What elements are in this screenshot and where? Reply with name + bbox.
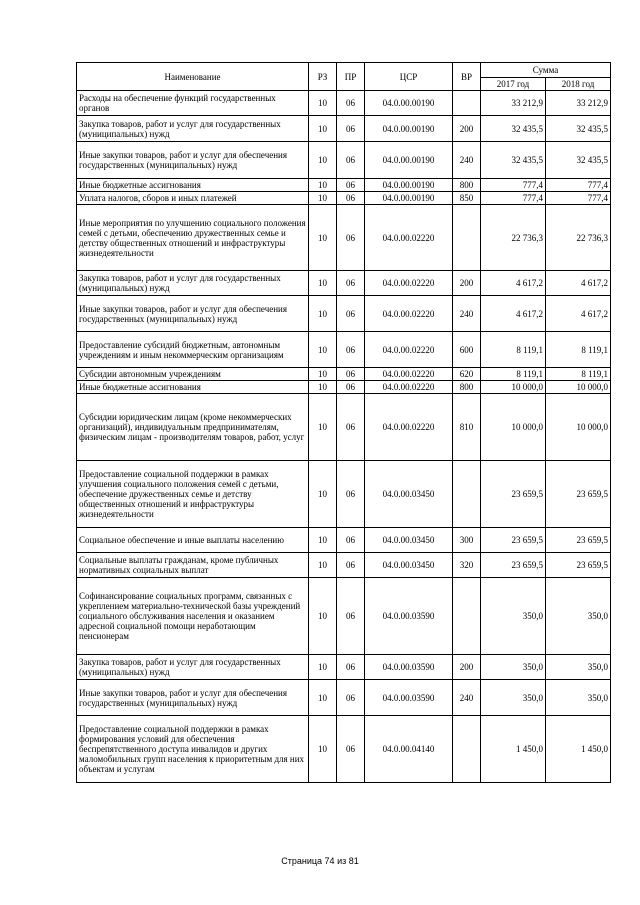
- cell-csr: 04.0.00.00190: [365, 192, 453, 205]
- cell-2018: 4 617,2: [546, 296, 611, 332]
- cell-rz: 10: [309, 368, 337, 381]
- cell-csr: 04.0.00.03450: [365, 461, 453, 528]
- cell-vr: 320: [453, 553, 481, 578]
- cell-csr: 04.0.00.03590: [365, 680, 453, 716]
- cell-2017: 23 659,5: [481, 528, 546, 553]
- cell-name: Предоставление субсидий бюджетным, автономным учреждениям и иным некоммерческим организациям: [77, 332, 309, 368]
- cell-2017: 350,0: [481, 680, 546, 716]
- table-row: [77, 394, 611, 461]
- cell-vr: 200: [453, 116, 481, 142]
- cell-pr: 06: [337, 680, 365, 716]
- cell-pr: 06: [337, 394, 365, 461]
- cell-2018: 10 000,0: [546, 381, 611, 394]
- cell-name: Иные закупки товаров, работ и услуг для обеспечения государственных (муниципальных) нужд: [77, 680, 309, 716]
- cell-vr: 800: [453, 179, 481, 192]
- cell-rz: 10: [309, 271, 337, 296]
- cell-rz: 10: [309, 381, 337, 394]
- cell-csr: 04.0.00.02220: [365, 368, 453, 381]
- table-row: [77, 553, 611, 578]
- cell-rz: 10: [309, 655, 337, 680]
- table-row: [77, 655, 611, 680]
- cell-name: Социальное обеспечение и иные выплаты населению: [77, 528, 309, 553]
- header-csr: ЦСР: [365, 63, 453, 91]
- header-pr: ПР: [337, 63, 365, 91]
- cell-rz: 10: [309, 116, 337, 142]
- cell-name: Расходы на обеспечение функций государственных органов: [77, 91, 309, 116]
- cell-rz: 10: [309, 332, 337, 368]
- cell-pr: 06: [337, 553, 365, 578]
- cell-rz: 10: [309, 142, 337, 179]
- cell-rz: 10: [309, 205, 337, 271]
- cell-csr: 04.0.00.03450: [365, 553, 453, 578]
- table-row: [77, 192, 611, 205]
- table-row: [77, 578, 611, 655]
- cell-pr: 06: [337, 332, 365, 368]
- cell-2018: 23 659,5: [546, 461, 611, 528]
- cell-rz: 10: [309, 528, 337, 553]
- cell-2018: 777,4: [546, 192, 611, 205]
- table-row: [77, 116, 611, 142]
- cell-name: Софинансирование социальных программ, связанных с укреплением материально-технической базы учреждений социального обслуживания населения и оказанием адресной социальной помощи неработающим пенсионерам: [77, 578, 309, 655]
- cell-pr: 06: [337, 271, 365, 296]
- table-row: [77, 680, 611, 716]
- cell-name: Предоставление социальной поддержки в рамках улучшения социального положения семей с детьми, обеспечение дружественных семье и детству общественных отношений и инфраструктуры жизнедеятельности: [77, 461, 309, 528]
- cell-vr: [453, 461, 481, 528]
- cell-name: Иные бюджетные ассигнования: [77, 381, 309, 394]
- table-row: [77, 179, 611, 192]
- cell-vr: [453, 578, 481, 655]
- cell-2018: 23 659,5: [546, 553, 611, 578]
- cell-vr: 200: [453, 271, 481, 296]
- header-rz: РЗ: [309, 63, 337, 91]
- table-row: [77, 368, 611, 381]
- cell-csr: 04.0.00.02220: [365, 205, 453, 271]
- cell-2017: 22 736,3: [481, 205, 546, 271]
- cell-rz: 10: [309, 192, 337, 205]
- cell-csr: 04.0.00.03450: [365, 528, 453, 553]
- cell-vr: 620: [453, 368, 481, 381]
- cell-name: Иные мероприятия по улучшению социального положения семей с детьми, обеспечению дружественных семье и детству общественных отношений и инфраструктуры жизнедеятельности: [77, 205, 309, 271]
- header-vr: ВР: [453, 63, 481, 91]
- cell-rz: 10: [309, 296, 337, 332]
- cell-2018: 350,0: [546, 680, 611, 716]
- cell-2017: 1 450,0: [481, 716, 546, 783]
- table-body: [77, 91, 611, 783]
- cell-csr: 04.0.00.02220: [365, 394, 453, 461]
- table-row: [77, 381, 611, 394]
- cell-name: Иные закупки товаров, работ и услуг для обеспечения государственных (муниципальных) нужд: [77, 296, 309, 332]
- cell-2018: 350,0: [546, 655, 611, 680]
- cell-csr: 04.0.00.00190: [365, 179, 453, 192]
- cell-vr: 240: [453, 142, 481, 179]
- cell-2017: 350,0: [481, 578, 546, 655]
- header-name: Наименование: [77, 63, 309, 91]
- cell-rz: 10: [309, 461, 337, 528]
- cell-pr: 06: [337, 205, 365, 271]
- cell-2017: 32 435,5: [481, 116, 546, 142]
- table-row: [77, 332, 611, 368]
- cell-csr: 04.0.00.00190: [365, 91, 453, 116]
- cell-2018: 32 435,5: [546, 142, 611, 179]
- cell-pr: 06: [337, 381, 365, 394]
- table-row: [77, 142, 611, 179]
- table-row: [77, 296, 611, 332]
- table-row: [77, 716, 611, 783]
- cell-rz: 10: [309, 578, 337, 655]
- cell-pr: 06: [337, 578, 365, 655]
- cell-rz: 10: [309, 680, 337, 716]
- budget-table: [76, 62, 611, 783]
- cell-2017: 350,0: [481, 655, 546, 680]
- table-row: [77, 528, 611, 553]
- header-sum: Сумма: [481, 63, 611, 78]
- cell-name: Субсидии автономным учреждениям: [77, 368, 309, 381]
- cell-pr: 06: [337, 91, 365, 116]
- cell-2017: 10 000,0: [481, 381, 546, 394]
- cell-vr: [453, 716, 481, 783]
- table-row: [77, 461, 611, 528]
- cell-vr: 810: [453, 394, 481, 461]
- cell-2017: 10 000,0: [481, 394, 546, 461]
- cell-pr: 06: [337, 655, 365, 680]
- table-row: [77, 205, 611, 271]
- cell-vr: [453, 91, 481, 116]
- header-2018: 2018 год: [546, 78, 611, 91]
- cell-name: Закупка товаров, работ и услуг для государственных (муниципальных) нужд: [77, 655, 309, 680]
- cell-vr: 240: [453, 680, 481, 716]
- cell-csr: 04.0.00.02220: [365, 332, 453, 368]
- cell-csr: 04.0.00.00190: [365, 142, 453, 179]
- cell-csr: 04.0.00.03590: [365, 578, 453, 655]
- cell-2017: 777,4: [481, 179, 546, 192]
- cell-pr: 06: [337, 528, 365, 553]
- cell-2017: 8 119,1: [481, 332, 546, 368]
- cell-2018: 350,0: [546, 578, 611, 655]
- cell-2018: 23 659,5: [546, 528, 611, 553]
- cell-pr: 06: [337, 296, 365, 332]
- cell-vr: 200: [453, 655, 481, 680]
- cell-rz: 10: [309, 716, 337, 783]
- cell-name: Уплата налогов, сборов и иных платежей: [77, 192, 309, 205]
- cell-name: Закупка товаров, работ и услуг для государственных (муниципальных) нужд: [77, 271, 309, 296]
- cell-2017: 23 659,5: [481, 461, 546, 528]
- cell-vr: 300: [453, 528, 481, 553]
- cell-2018: 4 617,2: [546, 271, 611, 296]
- cell-2018: 10 000,0: [546, 394, 611, 461]
- cell-rz: 10: [309, 394, 337, 461]
- cell-2018: 8 119,1: [546, 368, 611, 381]
- cell-name: Иные закупки товаров, работ и услуг для обеспечения государственных (муниципальных) нужд: [77, 142, 309, 179]
- cell-csr: 04.0.00.02220: [365, 381, 453, 394]
- cell-csr: 04.0.00.02220: [365, 296, 453, 332]
- cell-2017: 4 617,2: [481, 271, 546, 296]
- cell-rz: 10: [309, 179, 337, 192]
- page-number: Страница 74 из 81: [281, 856, 359, 866]
- cell-2017: 23 659,5: [481, 553, 546, 578]
- cell-csr: 04.0.00.03590: [365, 655, 453, 680]
- cell-name: Иные бюджетные ассигнования: [77, 179, 309, 192]
- cell-pr: 06: [337, 142, 365, 179]
- cell-2017: 33 212,9: [481, 91, 546, 116]
- cell-2017: 8 119,1: [481, 368, 546, 381]
- cell-pr: 06: [337, 716, 365, 783]
- cell-name: Закупка товаров, работ и услуг для государственных (муниципальных) нужд: [77, 116, 309, 142]
- cell-rz: 10: [309, 91, 337, 116]
- cell-csr: 04.0.00.02220: [365, 271, 453, 296]
- cell-2018: 1 450,0: [546, 716, 611, 783]
- cell-pr: 06: [337, 461, 365, 528]
- table-row: [77, 271, 611, 296]
- cell-pr: 06: [337, 116, 365, 142]
- cell-name: Предоставление социальной поддержки в рамках формирования условий для обеспечения беспрепятственного доступа инвалидов и других маломобильных групп населения к приоритетным для них объектам и услугам: [77, 716, 309, 783]
- cell-csr: 04.0.00.04140: [365, 716, 453, 783]
- cell-vr: 240: [453, 296, 481, 332]
- cell-2018: 777,4: [546, 179, 611, 192]
- cell-2017: 777,4: [481, 192, 546, 205]
- cell-pr: 06: [337, 192, 365, 205]
- cell-2017: 32 435,5: [481, 142, 546, 179]
- cell-2017: 4 617,2: [481, 296, 546, 332]
- cell-vr: 800: [453, 381, 481, 394]
- cell-name: Субсидии юридическим лицам (кроме некоммерческих организаций), индивидуальным предпринимателям, физическим лицам - производителям товаров, работ, услуг: [77, 394, 309, 461]
- cell-csr: 04.0.00.00190: [365, 116, 453, 142]
- cell-vr: 600: [453, 332, 481, 368]
- cell-vr: 850: [453, 192, 481, 205]
- cell-2018: 8 119,1: [546, 332, 611, 368]
- cell-rz: 10: [309, 553, 337, 578]
- cell-name: Социальные выплаты гражданам, кроме публичных нормативных социальных выплат: [77, 553, 309, 578]
- cell-2018: 32 435,5: [546, 116, 611, 142]
- cell-2018: 22 736,3: [546, 205, 611, 271]
- header-2017: 2017 год: [481, 78, 546, 91]
- cell-2018: 33 212,9: [546, 91, 611, 116]
- cell-pr: 06: [337, 368, 365, 381]
- table-row: [77, 91, 611, 116]
- cell-vr: [453, 205, 481, 271]
- cell-pr: 06: [337, 179, 365, 192]
- table-header: [77, 63, 611, 91]
